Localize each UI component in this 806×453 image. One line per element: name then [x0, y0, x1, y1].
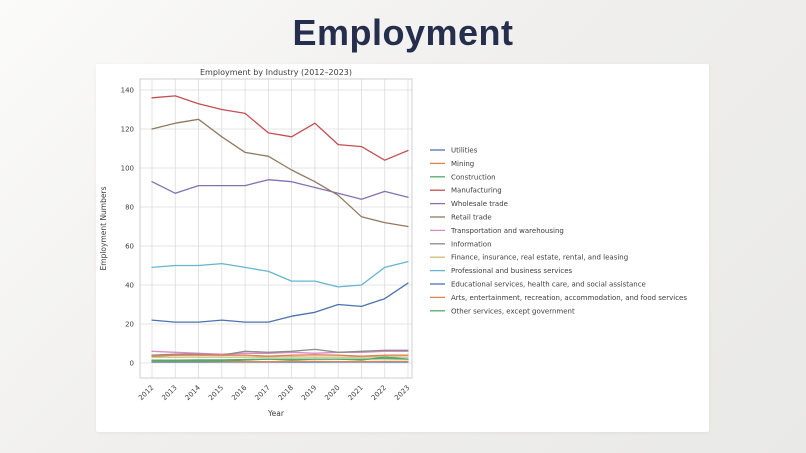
chart-title: Employment by Industry (2012–2023)	[199, 68, 353, 77]
y-tick-label: 40	[125, 281, 134, 290]
legend-label: Wholesale trade	[451, 200, 508, 209]
chart-card	[96, 64, 709, 432]
y-axis-label: Employment Numbers	[99, 186, 108, 271]
y-tick-label: 20	[125, 320, 134, 329]
legend-label: Manufacturing	[451, 186, 502, 195]
legend-label: Mining	[451, 159, 475, 168]
y-tick-label: 140	[120, 86, 134, 95]
x-tick-label: 2019	[300, 383, 319, 403]
legend-label: Transportation and warehousing	[451, 226, 564, 235]
legend-label: Arts, entertainment, recreation, accommodation, and food services	[451, 293, 688, 302]
legend-label: Professional and business services	[451, 267, 573, 276]
series-line	[152, 180, 408, 200]
y-tick-label: 120	[120, 125, 134, 134]
series-line	[152, 283, 408, 322]
x-tick-label: 2012	[137, 383, 156, 403]
y-tick-label: 100	[120, 164, 134, 173]
x-tick-label: 2022	[369, 383, 389, 403]
x-tick-label: 2020	[323, 383, 342, 403]
legend-label: Retail trade	[451, 213, 492, 222]
x-axis-label: Year	[268, 409, 284, 418]
series-line	[152, 96, 408, 160]
legend-label: Construction	[451, 173, 496, 182]
x-tick-label: 2013	[160, 383, 179, 403]
series-line	[152, 262, 408, 287]
series-line	[152, 355, 408, 356]
x-tick-label: 2023	[393, 383, 412, 403]
legend-label: Utilities	[451, 146, 478, 155]
x-tick-label: 2017	[253, 383, 272, 403]
legend-label: Educational services, health care, and social assistance	[451, 280, 646, 289]
y-tick-label: 0	[129, 359, 134, 368]
legend-label: Information	[451, 240, 492, 249]
legend-label: Other services, except government	[451, 307, 575, 316]
y-tick-label: 60	[125, 242, 134, 251]
x-tick-label: 2016	[230, 383, 249, 403]
page-title: Employment	[292, 12, 514, 53]
y-tick-label: 80	[125, 203, 134, 212]
x-tick-label: 2018	[276, 383, 296, 403]
x-tick-label: 2015	[206, 383, 226, 403]
plot-frame	[140, 79, 412, 378]
legend-label: Finance, insurance, real estate, rental, and leasing	[451, 253, 629, 262]
x-tick-label: 2021	[346, 383, 365, 403]
x-tick-label: 2014	[183, 383, 202, 403]
employment-chart	[96, 64, 709, 432]
